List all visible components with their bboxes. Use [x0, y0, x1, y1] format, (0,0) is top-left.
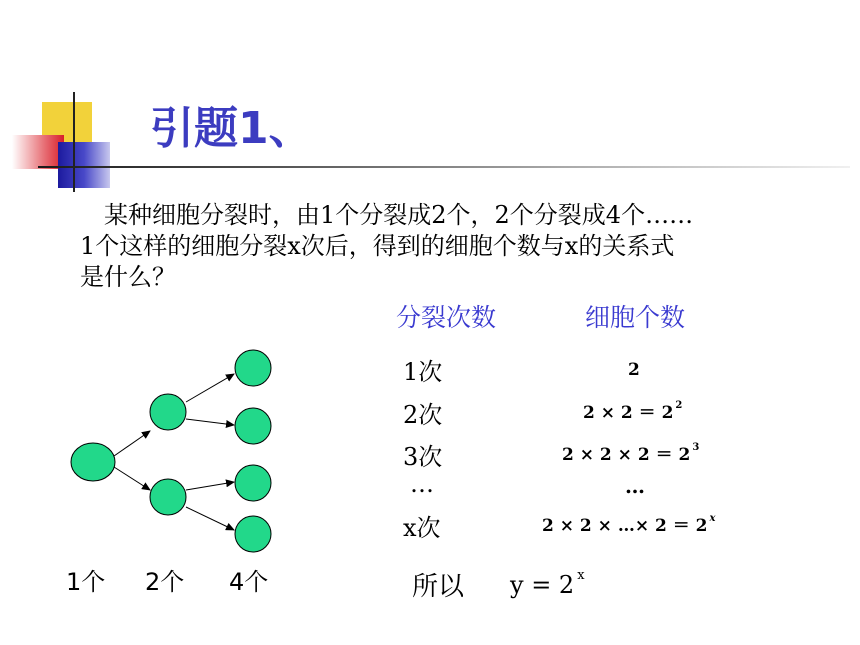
row-1-expr: 2	[628, 360, 640, 380]
arrow-top-2	[186, 419, 234, 425]
problem-line-2: 1个这样的细胞分裂x次后，得到的细胞个数与x的关系式	[80, 232, 675, 260]
row-5-expr: 2 × 2 × …× 2 ＝ 2 $^x$	[542, 513, 716, 536]
tree-label-2: 2个	[145, 568, 185, 596]
arrow-bottom-1	[186, 482, 234, 490]
cell-gen2-top	[150, 394, 186, 430]
slide-title: 引题1、	[150, 103, 313, 154]
row-4-expr: …	[625, 474, 645, 498]
arrow-root-bottom	[114, 467, 150, 490]
row-1-times: 1次	[403, 358, 443, 386]
row-3-times: 3次	[403, 443, 443, 471]
cell-gen3-2	[235, 408, 271, 444]
row-3-expr: 2 × 2 × 2 ＝ 2 $^3$	[562, 442, 700, 465]
problem-line-1: 某种细胞分裂时，由1个分裂成2个，2个分裂成4个……	[80, 201, 694, 229]
cell-gen2-bottom	[150, 479, 186, 515]
cell-root	[71, 443, 115, 481]
row-5-times: x次	[403, 514, 441, 542]
cell-gen3-4	[235, 516, 271, 552]
row-2-expr: 2 × 2 ＝ 2 $^2$	[583, 400, 683, 423]
cell-gen3-1	[235, 350, 271, 386]
conclusion-label: 所以	[412, 572, 465, 602]
arrow-root-top	[114, 431, 150, 456]
row-4-times: …	[410, 470, 434, 498]
cell-gen3-3	[235, 465, 271, 501]
arrow-top-1	[186, 374, 234, 402]
conclusion-formula: y = 2 $^x$	[510, 568, 585, 599]
arrow-bottom-2	[186, 507, 234, 530]
header-division-times: 分裂次数	[396, 303, 497, 332]
row-2-times: 2次	[403, 401, 443, 429]
tree-label-1: 1个	[66, 568, 106, 596]
problem-line-3: 是什么？	[80, 263, 176, 291]
header-cell-count: 细胞个数	[585, 303, 686, 332]
tree-label-3: 4个	[229, 568, 269, 596]
